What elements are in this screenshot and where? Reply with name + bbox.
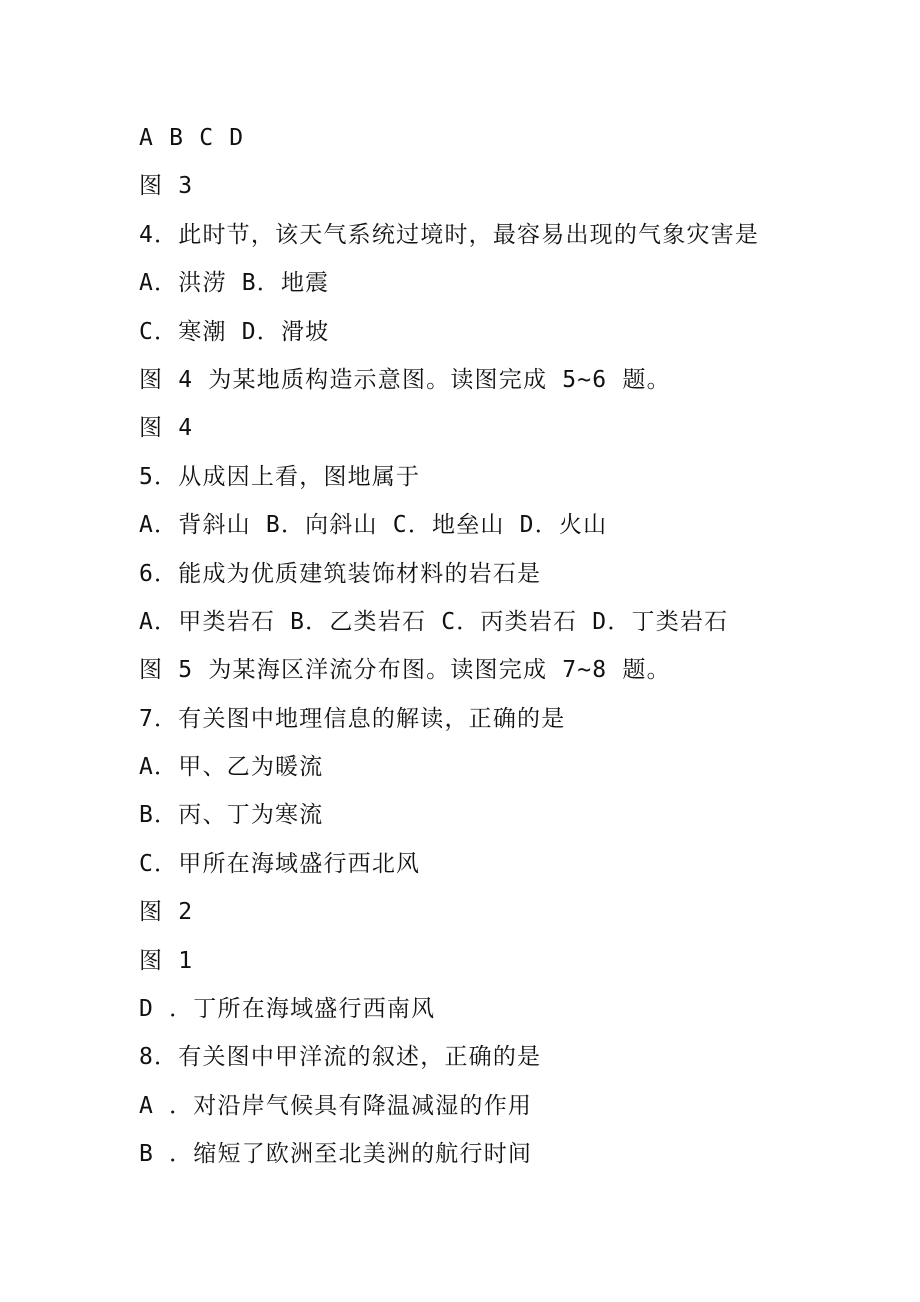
figure-caption: 图 2 [139, 899, 194, 926]
question-8-option-a: A ．对沿岸气候具有降温减湿的作用 [139, 1092, 533, 1119]
question-6: 6．能成为优质建筑装饰材料的岩石是 [139, 560, 542, 587]
figure-caption: 图 3 [139, 173, 194, 200]
figure-caption: 图 1 [139, 947, 194, 974]
question-7-option-c: C．甲所在海域盛行西北风 [139, 850, 421, 877]
question-6-options: A．甲类岩石 B．乙类岩石 C．丙类岩石 D．丁类岩石 [139, 608, 729, 635]
question-4-options-cd: C．寒潮 D．滑坡 [139, 318, 330, 345]
question-7-option-b: B．丙、丁为寒流 [139, 802, 324, 829]
question-8: 8．有关图中甲洋流的叙述，正确的是 [139, 1044, 542, 1071]
question-8-option-b: B ．缩短了欧洲至北美洲的航行时间 [139, 1141, 533, 1168]
answer-options-row: A B C D [139, 125, 245, 151]
question-4: 4．此时节，该天气系统过境时，最容易出现的气象灾害是 [139, 221, 760, 248]
figure-caption: 图 4 [139, 415, 194, 442]
document-body [139, 118, 879, 1183]
question-7: 7．有关图中地理信息的解读，正确的是 [139, 705, 566, 732]
question-4-options-ab: A．洪涝 B．地震 [139, 270, 330, 297]
question-7-option-d: D ．丁所在海域盛行西南风 [139, 996, 436, 1023]
figure-4-instruction: 图 4 为某地质构造示意图。读图完成 5~6 题。 [139, 366, 671, 393]
figure-5-instruction: 图 5 为某海区洋流分布图。读图完成 7~8 题。 [139, 657, 671, 684]
question-7-option-a: A．甲、乙为暖流 [139, 754, 324, 781]
question-5: 5．从成因上看，图地属于 [139, 463, 421, 490]
question-5-options: A．背斜山 B．向斜山 C．地垒山 D．火山 [139, 512, 608, 539]
